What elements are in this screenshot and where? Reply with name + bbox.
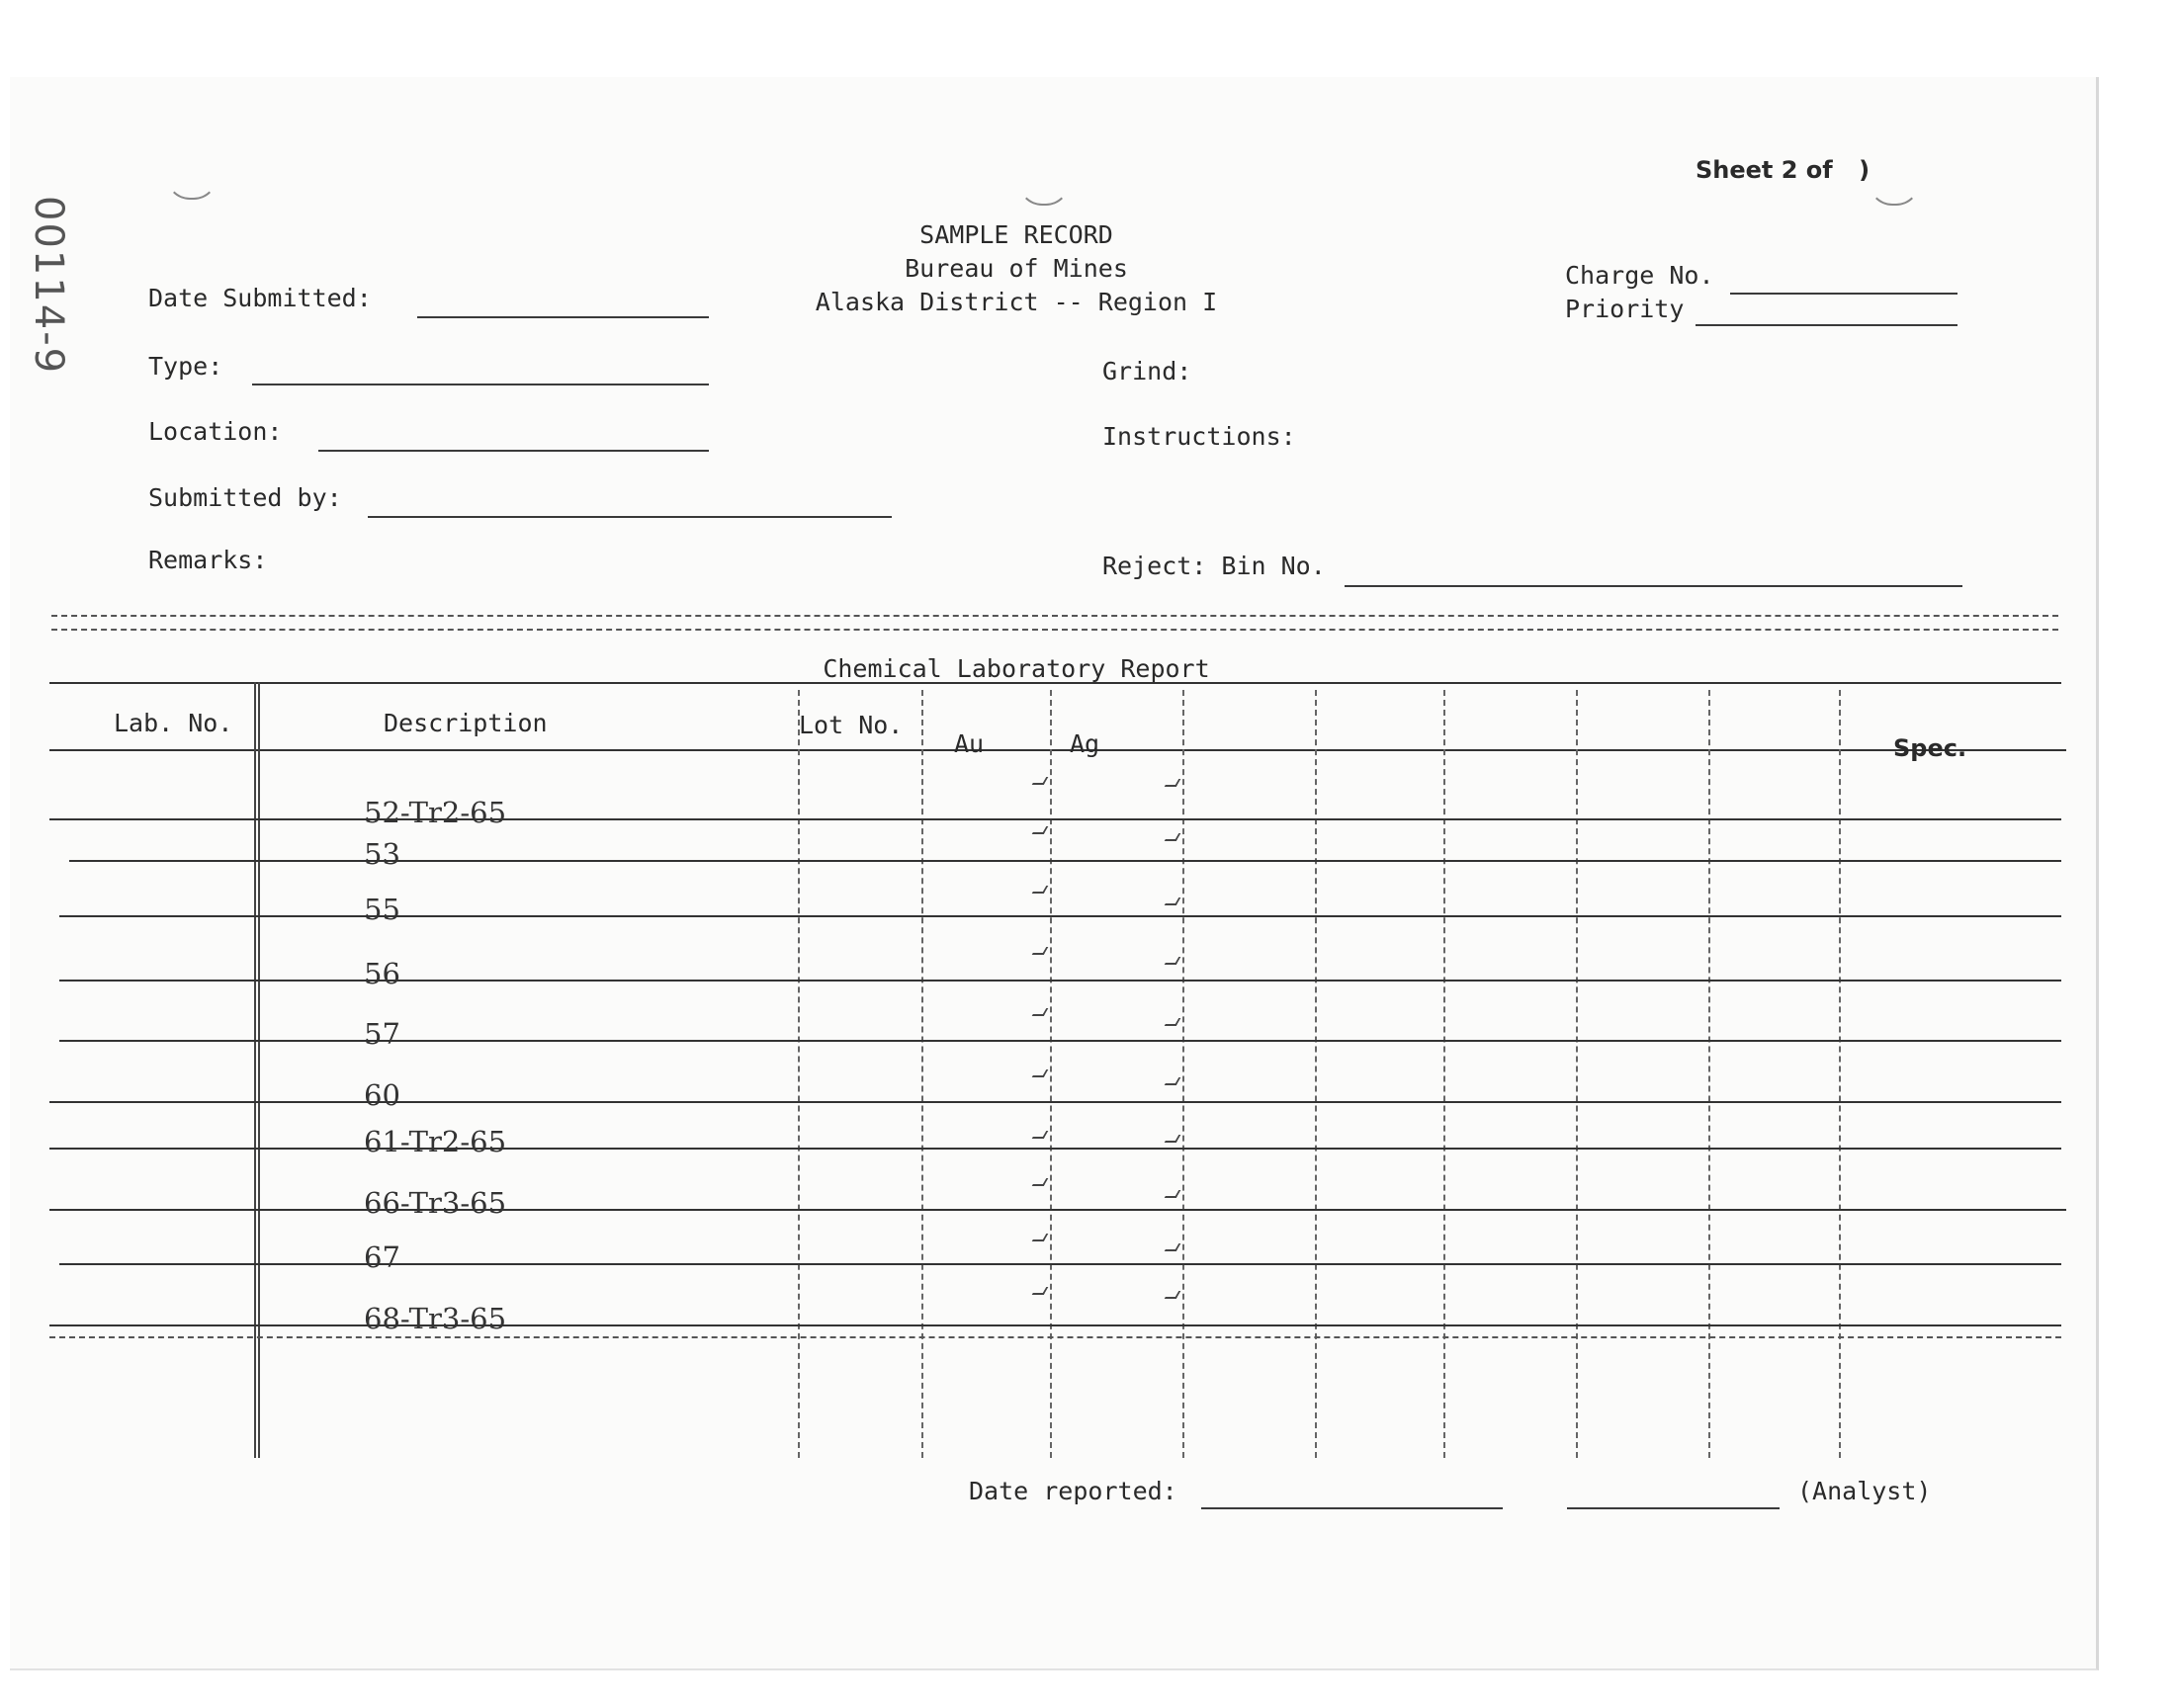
- ag-check-mark: [1165, 897, 1181, 905]
- date-submitted-field[interactable]: [417, 316, 709, 318]
- col-divider-au: [1050, 690, 1052, 1458]
- charge-no-label: Charge No.: [1565, 261, 1714, 290]
- description-cell: 57: [364, 1017, 400, 1051]
- col-divider-5: [1315, 690, 1317, 1458]
- description-cell: 61-Tr2-65: [364, 1125, 507, 1158]
- col-divider-6: [1443, 690, 1445, 1458]
- description-cell: 56: [364, 957, 400, 990]
- table-bottom-line: [49, 1336, 2061, 1338]
- sample-record-sheet: [10, 77, 2099, 1670]
- col-header-ag: Ag: [1070, 729, 1100, 758]
- au-check-mark: [1032, 947, 1049, 955]
- ag-check-mark: [1165, 1291, 1181, 1299]
- col-divider-ag: [1182, 690, 1184, 1458]
- col-header-lot-no: Lot No.: [799, 711, 904, 739]
- date-reported-field[interactable]: [1201, 1507, 1503, 1509]
- au-check-mark: [1032, 1131, 1049, 1139]
- analyst-label: (Analyst): [1797, 1477, 1932, 1505]
- reject-bin-field[interactable]: [1345, 585, 1962, 587]
- ag-check-mark: [1165, 957, 1181, 965]
- table-header-line: [49, 749, 2066, 751]
- description-cell: 66-Tr3-65: [364, 1186, 507, 1220]
- row-line: [49, 1324, 2061, 1326]
- table-top-line: [49, 682, 2061, 684]
- row-line: [59, 1040, 2061, 1042]
- punch-hole-right: [1869, 172, 1920, 206]
- analyst-signature-field[interactable]: [1567, 1507, 1780, 1509]
- ag-check-mark: [1165, 833, 1181, 841]
- separator-line-2: [51, 629, 2058, 631]
- punch-hole-center: [1018, 172, 1070, 206]
- sheet-label: Sheet 2 of: [1696, 156, 1833, 184]
- au-check-mark: [1032, 1008, 1049, 1016]
- report-title: Chemical Laboratory Report: [823, 654, 1210, 683]
- col-header-lab-no: Lab. No.: [114, 709, 233, 737]
- col-header-spec: Spec.: [1893, 734, 1967, 762]
- col-divider-7: [1576, 690, 1578, 1458]
- priority-field[interactable]: [1696, 324, 1958, 326]
- col-header-au: Au: [954, 729, 985, 758]
- form-title: SAMPLE RECORD: [919, 220, 1113, 249]
- date-submitted-label: Date Submitted:: [148, 284, 372, 312]
- form-agency: Bureau of Mines: [905, 254, 1128, 283]
- description-cell: 68-Tr3-65: [364, 1302, 507, 1335]
- col-divider-lab-2: [258, 682, 260, 1458]
- au-check-mark: [1032, 826, 1049, 834]
- row-line: [49, 1101, 2061, 1103]
- col-divider-8: [1708, 690, 1710, 1458]
- date-reported-label: Date reported:: [969, 1477, 1177, 1505]
- au-check-mark: [1032, 1234, 1049, 1241]
- location-label: Location:: [148, 417, 283, 446]
- grind-label: Grind:: [1102, 357, 1192, 385]
- type-label: Type:: [148, 352, 223, 381]
- row-line: [59, 980, 2061, 982]
- row-line: [59, 1263, 2061, 1265]
- ag-check-mark: [1165, 779, 1181, 787]
- row-line: [49, 1209, 2066, 1211]
- sheet-number: [1696, 158, 1870, 182]
- remarks-label: Remarks:: [148, 546, 268, 574]
- ag-check-mark: [1165, 1243, 1181, 1251]
- location-field[interactable]: [318, 450, 709, 452]
- row-line: [49, 1148, 2061, 1150]
- description-cell: 67: [364, 1240, 400, 1274]
- submitted-by-field[interactable]: [368, 516, 892, 518]
- description-cell: 53: [364, 837, 400, 871]
- punch-hole-left: [166, 166, 218, 200]
- priority-label: Priority: [1565, 295, 1685, 323]
- row-line: [49, 818, 2061, 820]
- reject-bin-label: Reject: Bin No.: [1102, 552, 1326, 580]
- description-cell: 55: [364, 893, 400, 926]
- au-check-mark: [1032, 886, 1049, 894]
- charge-no-field[interactable]: [1730, 293, 1958, 295]
- au-check-mark: [1032, 777, 1049, 785]
- ag-check-mark: [1165, 1077, 1181, 1085]
- description-cell: 52-Tr2-65: [364, 796, 507, 829]
- col-divider-description: [798, 690, 800, 1458]
- description-cell: 60: [364, 1078, 400, 1112]
- au-check-mark: [1032, 1069, 1049, 1077]
- col-divider-lab: [254, 682, 256, 1458]
- separator-line-1: [51, 615, 2058, 617]
- submitted-by-label: Submitted by:: [148, 483, 342, 512]
- ag-check-mark: [1165, 1190, 1181, 1198]
- au-check-mark: [1032, 1287, 1049, 1295]
- col-divider-spec: [1839, 690, 1841, 1458]
- col-divider-lot: [921, 690, 923, 1458]
- ag-check-mark: [1165, 1018, 1181, 1026]
- instructions-label: Instructions:: [1102, 422, 1296, 451]
- form-district: Alaska District -- Region I: [815, 288, 1218, 316]
- row-line: [59, 915, 2061, 917]
- col-header-description: Description: [384, 709, 548, 737]
- ag-check-mark: [1165, 1135, 1181, 1143]
- vertical-stamp: 00114-9: [26, 196, 71, 376]
- sheet-total: ): [1859, 156, 1870, 184]
- au-check-mark: [1032, 1178, 1049, 1186]
- type-field[interactable]: [252, 384, 709, 385]
